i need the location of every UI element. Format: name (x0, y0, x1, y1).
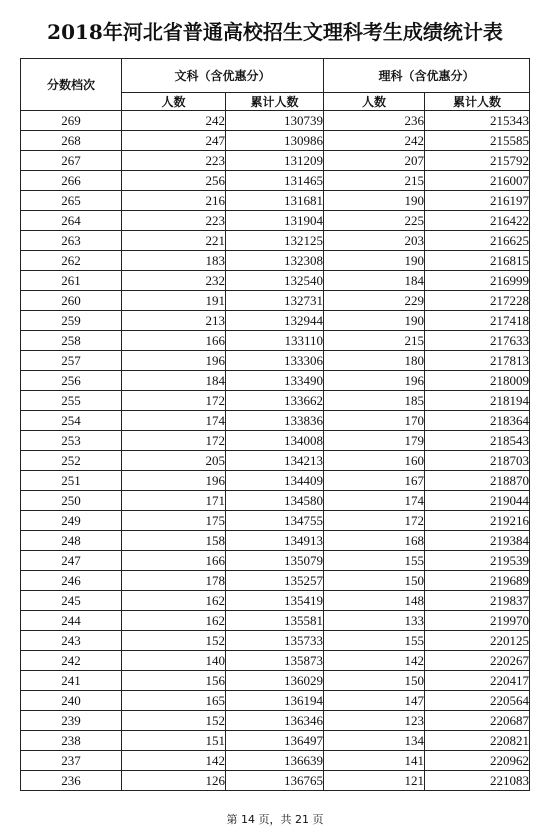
liberal-count-cell: 174 (122, 411, 226, 431)
table-row (21, 151, 530, 171)
science-count-cell: 225 (324, 211, 425, 231)
science-cumulative-cell: 215585 (425, 131, 530, 151)
science-count-cell: 190 (324, 191, 425, 211)
table-row (21, 471, 530, 491)
liberal-cumulative-cell: 132944 (226, 311, 324, 331)
table-row (21, 531, 530, 551)
science-cumulative-cell: 218703 (425, 451, 530, 471)
table-row (21, 451, 530, 471)
science-count-cell: 190 (324, 251, 425, 271)
score-cell: 258 (21, 331, 122, 351)
science-cumulative-cell: 217418 (425, 311, 530, 331)
science-cumulative-cell: 219216 (425, 511, 530, 531)
science-count-cell: 215 (324, 331, 425, 351)
liberal-cumulative-cell: 134008 (226, 431, 324, 451)
science-cumulative-cell: 216007 (425, 171, 530, 191)
liberal-count-cell: 232 (122, 271, 226, 291)
science-count-cell: 150 (324, 671, 425, 691)
table-row (21, 251, 530, 271)
science-count-cell: 141 (324, 751, 425, 771)
score-cell: 250 (21, 491, 122, 511)
score-cell: 247 (21, 551, 122, 571)
liberal-count-cell: 166 (122, 331, 226, 351)
table-row (21, 291, 530, 311)
liberal-cumulative-cell: 133490 (226, 371, 324, 391)
science-cumulative-cell: 216999 (425, 271, 530, 291)
liberal-count-cell: 213 (122, 311, 226, 331)
science-cumulative-cell: 218543 (425, 431, 530, 451)
score-cell: 249 (21, 511, 122, 531)
liberal-cumulative-cell: 135257 (226, 571, 324, 591)
science-group-header: 理科（含优惠分） (324, 59, 530, 93)
liberal-count-cell: 126 (122, 771, 226, 791)
science-count-cell: 170 (324, 411, 425, 431)
liberal-cumulative-cell: 133836 (226, 411, 324, 431)
score-cell: 244 (21, 611, 122, 631)
science-cumulative-header: 累计人数 (425, 93, 530, 111)
liberal-count-cell: 256 (122, 171, 226, 191)
science-cumulative-cell: 216422 (425, 211, 530, 231)
liberal-cumulative-cell: 134213 (226, 451, 324, 471)
science-count-cell: 229 (324, 291, 425, 311)
liberal-cumulative-cell: 132540 (226, 271, 324, 291)
science-cumulative-cell: 221083 (425, 771, 530, 791)
science-cumulative-cell: 220417 (425, 671, 530, 691)
liberal-count-header: 人数 (122, 93, 226, 111)
science-cumulative-cell: 220687 (425, 711, 530, 731)
liberal-cumulative-cell: 136029 (226, 671, 324, 691)
table-row (21, 631, 530, 651)
page-title: 2018年河北省普通高校招生文理科考生成绩统计表 (47, 20, 503, 44)
score-cell: 254 (21, 411, 122, 431)
science-cumulative-cell: 216625 (425, 231, 530, 251)
score-cell: 259 (21, 311, 122, 331)
science-cumulative-cell: 218364 (425, 411, 530, 431)
liberal-cumulative-cell: 135733 (226, 631, 324, 651)
liberal-cumulative-cell: 135419 (226, 591, 324, 611)
science-count-cell: 215 (324, 171, 425, 191)
table-row (21, 671, 530, 691)
liberal-count-cell: 172 (122, 431, 226, 451)
score-cell: 237 (21, 751, 122, 771)
table-row (21, 611, 530, 631)
table-row (21, 771, 530, 791)
score-cell: 241 (21, 671, 122, 691)
liberal-count-cell: 205 (122, 451, 226, 471)
science-count-cell: 167 (324, 471, 425, 491)
table-row (21, 411, 530, 431)
liberal-cumulative-cell: 131904 (226, 211, 324, 231)
score-cell: 260 (21, 291, 122, 311)
table-row (21, 591, 530, 611)
score-cell: 253 (21, 431, 122, 451)
score-cell: 251 (21, 471, 122, 491)
liberal-cumulative-cell: 130986 (226, 131, 324, 151)
science-cumulative-cell: 218870 (425, 471, 530, 491)
liberal-cumulative-cell: 134409 (226, 471, 324, 491)
table-body (21, 111, 530, 791)
score-statistics-table (20, 58, 530, 791)
table-row (21, 691, 530, 711)
table-row (21, 371, 530, 391)
liberal-cumulative-cell: 135581 (226, 611, 324, 631)
table-row (21, 651, 530, 671)
table-row (21, 491, 530, 511)
science-cumulative-cell: 220962 (425, 751, 530, 771)
score-cell: 256 (21, 371, 122, 391)
science-cumulative-cell: 215343 (425, 111, 530, 131)
science-cumulative-cell: 217633 (425, 331, 530, 351)
science-cumulative-cell: 220564 (425, 691, 530, 711)
score-cell: 240 (21, 691, 122, 711)
liberal-cumulative-cell: 133110 (226, 331, 324, 351)
table-row (21, 431, 530, 451)
table-row (21, 731, 530, 751)
table-header-row (21, 59, 530, 93)
page-number-footer: 第 14 页，共 21 页 (226, 813, 324, 826)
science-cumulative-cell: 219384 (425, 531, 530, 551)
table-row (21, 511, 530, 531)
score-cell: 267 (21, 151, 122, 171)
science-count-cell: 121 (324, 771, 425, 791)
liberal-count-cell: 162 (122, 611, 226, 631)
score-cell: 262 (21, 251, 122, 271)
liberal-cumulative-cell: 136194 (226, 691, 324, 711)
table-row (21, 131, 530, 151)
score-cell: 264 (21, 211, 122, 231)
table-row (21, 711, 530, 731)
science-cumulative-cell: 217228 (425, 291, 530, 311)
score-cell: 266 (21, 171, 122, 191)
table-row (21, 191, 530, 211)
science-count-header: 人数 (324, 93, 425, 111)
science-cumulative-cell: 218009 (425, 371, 530, 391)
science-count-cell: 150 (324, 571, 425, 591)
science-cumulative-cell: 220821 (425, 731, 530, 751)
science-count-cell: 185 (324, 391, 425, 411)
score-cell: 243 (21, 631, 122, 651)
science-cumulative-cell: 220267 (425, 651, 530, 671)
science-cumulative-cell: 216815 (425, 251, 530, 271)
liberal-count-cell: 166 (122, 551, 226, 571)
science-count-cell: 174 (324, 491, 425, 511)
score-column-header: 分数档次 (21, 59, 122, 111)
score-cell: 242 (21, 651, 122, 671)
table-row (21, 551, 530, 571)
liberal-count-cell: 216 (122, 191, 226, 211)
score-cell: 257 (21, 351, 122, 371)
liberal-cumulative-cell: 133662 (226, 391, 324, 411)
score-cell: 239 (21, 711, 122, 731)
liberal-count-cell: 247 (122, 131, 226, 151)
science-cumulative-cell: 219044 (425, 491, 530, 511)
liberal-cumulative-cell: 134580 (226, 491, 324, 511)
science-cumulative-cell: 219539 (425, 551, 530, 571)
liberal-count-cell: 242 (122, 111, 226, 131)
science-cumulative-cell: 219837 (425, 591, 530, 611)
liberal-cumulative-cell: 136497 (226, 731, 324, 751)
table-row (21, 311, 530, 331)
liberal-count-cell: 175 (122, 511, 226, 531)
liberal-count-cell: 140 (122, 651, 226, 671)
science-cumulative-cell: 218194 (425, 391, 530, 411)
liberal-arts-group-header: 文科（含优惠分） (122, 59, 324, 93)
science-cumulative-cell: 217813 (425, 351, 530, 371)
science-count-cell: 203 (324, 231, 425, 251)
science-count-cell: 172 (324, 511, 425, 531)
table-row (21, 211, 530, 231)
science-count-cell: 180 (324, 351, 425, 371)
science-count-cell: 134 (324, 731, 425, 751)
liberal-count-cell: 162 (122, 591, 226, 611)
liberal-count-cell: 165 (122, 691, 226, 711)
science-count-cell: 168 (324, 531, 425, 551)
science-cumulative-cell: 220125 (425, 631, 530, 651)
liberal-count-cell: 152 (122, 631, 226, 651)
liberal-cumulative-cell: 132731 (226, 291, 324, 311)
table-row (21, 351, 530, 371)
science-cumulative-cell: 216197 (425, 191, 530, 211)
science-count-cell: 155 (324, 551, 425, 571)
science-count-cell: 147 (324, 691, 425, 711)
table-row (21, 111, 530, 131)
score-cell: 246 (21, 571, 122, 591)
science-cumulative-cell: 219970 (425, 611, 530, 631)
science-count-cell: 133 (324, 611, 425, 631)
liberal-cumulative-cell: 135873 (226, 651, 324, 671)
science-count-cell: 196 (324, 371, 425, 391)
liberal-count-cell: 172 (122, 391, 226, 411)
science-count-cell: 148 (324, 591, 425, 611)
liberal-cumulative-cell: 135079 (226, 551, 324, 571)
table-row (21, 171, 530, 191)
score-cell: 236 (21, 771, 122, 791)
score-cell: 255 (21, 391, 122, 411)
liberal-count-cell: 142 (122, 751, 226, 771)
science-count-cell: 155 (324, 631, 425, 651)
liberal-cumulative-cell: 134755 (226, 511, 324, 531)
score-cell: 263 (21, 231, 122, 251)
liberal-count-cell: 196 (122, 471, 226, 491)
liberal-cumulative-cell: 131209 (226, 151, 324, 171)
liberal-cumulative-cell: 136765 (226, 771, 324, 791)
liberal-count-cell: 184 (122, 371, 226, 391)
score-cell: 265 (21, 191, 122, 211)
science-cumulative-cell: 215792 (425, 151, 530, 171)
score-cell: 252 (21, 451, 122, 471)
liberal-cumulative-cell: 134913 (226, 531, 324, 551)
science-count-cell: 160 (324, 451, 425, 471)
table-row (21, 391, 530, 411)
liberal-count-cell: 178 (122, 571, 226, 591)
liberal-cumulative-cell: 133306 (226, 351, 324, 371)
score-cell: 261 (21, 271, 122, 291)
liberal-count-cell: 223 (122, 211, 226, 231)
liberal-count-cell: 196 (122, 351, 226, 371)
liberal-cumulative-cell: 132308 (226, 251, 324, 271)
science-count-cell: 142 (324, 651, 425, 671)
liberal-count-cell: 183 (122, 251, 226, 271)
liberal-count-cell: 191 (122, 291, 226, 311)
table-row (21, 331, 530, 351)
liberal-count-cell: 223 (122, 151, 226, 171)
table-row (21, 271, 530, 291)
liberal-count-cell: 152 (122, 711, 226, 731)
liberal-cumulative-cell: 136346 (226, 711, 324, 731)
table-row (21, 571, 530, 591)
science-cumulative-cell: 219689 (425, 571, 530, 591)
liberal-cumulative-cell: 130739 (226, 111, 324, 131)
liberal-cumulative-cell: 136639 (226, 751, 324, 771)
score-cell: 248 (21, 531, 122, 551)
liberal-count-cell: 158 (122, 531, 226, 551)
science-count-cell: 207 (324, 151, 425, 171)
science-count-cell: 184 (324, 271, 425, 291)
score-cell: 245 (21, 591, 122, 611)
score-cell: 269 (21, 111, 122, 131)
table-row (21, 231, 530, 251)
science-count-cell: 179 (324, 431, 425, 451)
science-count-cell: 190 (324, 311, 425, 331)
table-row (21, 751, 530, 771)
liberal-cumulative-cell: 131681 (226, 191, 324, 211)
science-count-cell: 242 (324, 131, 425, 151)
liberal-cumulative-cell: 131465 (226, 171, 324, 191)
liberal-count-cell: 151 (122, 731, 226, 751)
science-count-cell: 123 (324, 711, 425, 731)
liberal-count-cell: 171 (122, 491, 226, 511)
liberal-count-cell: 221 (122, 231, 226, 251)
science-count-cell: 236 (324, 111, 425, 131)
score-cell: 238 (21, 731, 122, 751)
liberal-cumulative-header: 累计人数 (226, 93, 324, 111)
liberal-count-cell: 156 (122, 671, 226, 691)
liberal-cumulative-cell: 132125 (226, 231, 324, 251)
score-cell: 268 (21, 131, 122, 151)
